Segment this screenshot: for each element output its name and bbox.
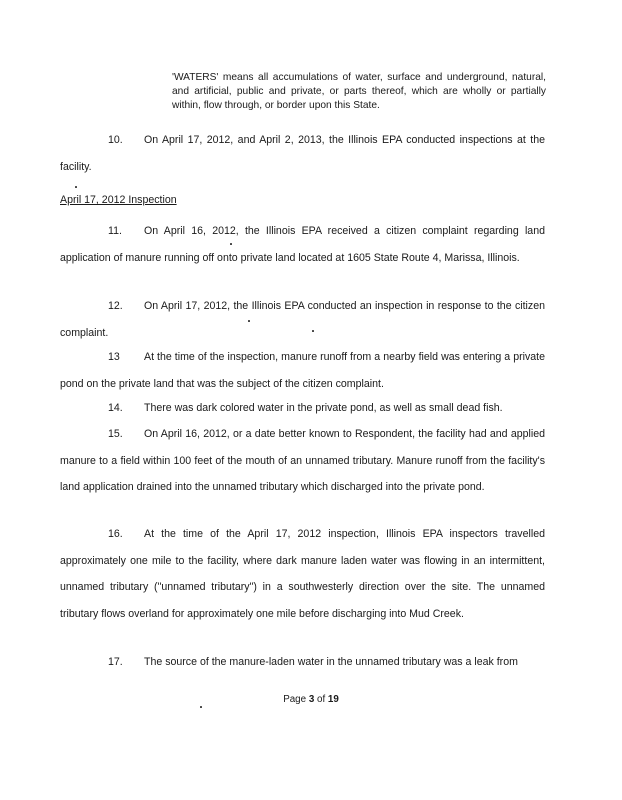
paragraph-14 [60,395,545,422]
paragraph-16 [60,521,545,627]
paragraph-number: 10. [108,134,123,146]
paragraph-number: 16. [108,528,123,540]
paragraph-text: At the time of the April 17, 2012 inspection, Illinois EPA inspectors travelled approximately one mile to the facility, where dark manure laden water was flowing in an intermittent, unnamed tributary ("unnamed tributary") in a southwesterly direction over the site. The unnamed tributary flows overland for approximately one mile before discharging into Mud Creek. [60,528,545,620]
page-footer [0,694,622,705]
paragraph-text: There was dark colored water in the private pond, as well as small dead fish. [144,402,503,414]
paragraph-number: 14. [108,402,123,414]
scan-speck [230,243,232,245]
page-number: 3 [308,694,315,705]
page-total: 19 [327,694,339,705]
scan-speck [248,320,250,322]
paragraph-text: On April 17, 2012, the Illinois EPA conducted an inspection in response to the citizen complaint. [60,300,545,339]
paragraph-text: On April 16, 2012, or a date better known to Respondent, the facility had and applied manure to a field within 100 feet of the mouth of an unnamed tributary. Manure runoff from the facility's land application drained into the unnamed tributary which discharged into the private pond. [60,428,545,493]
paragraph-number: 15. [108,428,123,440]
page-of-label: of [317,694,326,705]
paragraph-17 [60,649,545,676]
definition-quote: 'WATERS' means all accumulations of water, surface and underground, natural, and artificial, public and private, or parts thereof, which are wholly or partially within, flow through, or border upon this State. [172,72,546,111]
paragraph-13 [60,344,545,397]
paragraph-number: 11. [108,225,122,237]
section-heading: April 17, 2012 Inspection [60,194,177,206]
paragraph-text: At the time of the inspection, manure runoff from a nearby field was entering a private pond on the private land that was the subject of the citizen complaint. [60,351,545,390]
paragraph-text: The source of the manure-laden water in the unnamed tributary was a leak from [144,656,518,668]
scan-speck [312,330,314,332]
page-label: Page [283,694,307,705]
paragraph-text: On April 17, 2012, and April 2, 2013, the Illinois EPA conducted inspections at the facility. [60,134,545,173]
paragraph-10 [60,127,545,180]
paragraph-12 [60,293,545,346]
paragraph-number: 13 [108,351,120,363]
paragraph-15 [60,421,545,501]
paragraph-text: On April 16, 2012, the Illinois EPA received a citizen complaint regarding land application of manure running off onto private land located at 1605 State Route 4, Marissa, Illinois. [60,225,545,264]
paragraph-number: 17. [108,656,123,668]
scan-speck [75,186,77,188]
paragraph-11 [60,218,545,271]
paragraph-number: 12. [108,300,123,312]
scan-speck [200,706,202,708]
